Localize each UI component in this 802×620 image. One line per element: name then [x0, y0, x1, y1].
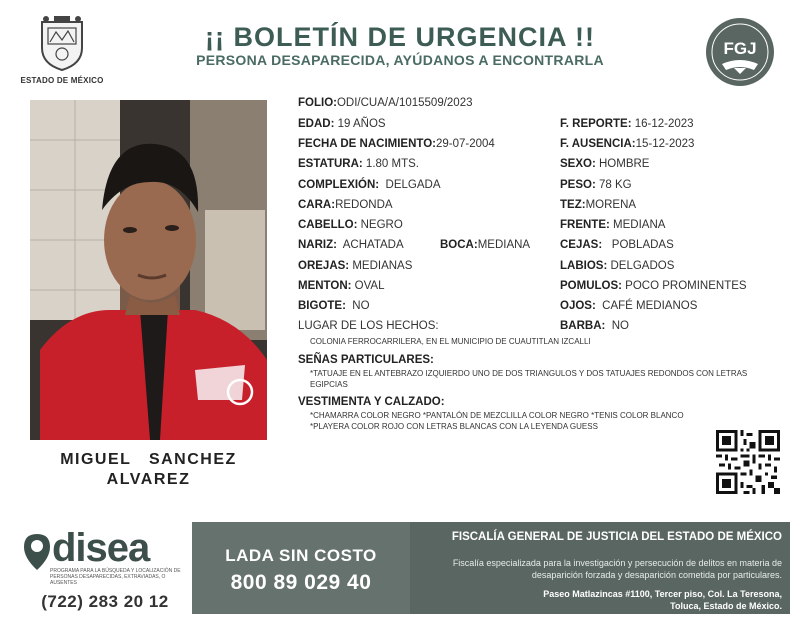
field-cabello: [298, 219, 403, 231]
bigote-value: NO: [345, 300, 370, 312]
menton-label: MENTON:: [298, 280, 352, 292]
lugar-label: LUGAR DE LOS HECHOS:: [298, 320, 439, 332]
fiscalia-name: FISCALÍA GENERAL DE JUSTICIA DEL ESTADO DE MÉXICO: [451, 531, 782, 543]
field-cara: [298, 199, 393, 211]
barba-label: BARBA:: [560, 320, 606, 332]
bigote-label: BIGOTE:: [298, 300, 346, 312]
name-line-2: ALVAREZ: [106, 471, 191, 488]
odisea-pin-icon: [22, 532, 52, 572]
cejas-label: CEJAS:: [560, 239, 603, 251]
peso-label: PESO:: [560, 179, 596, 191]
senas-label: SEÑAS PARTICULARES:: [298, 354, 434, 366]
field-nariz: [298, 239, 404, 251]
nariz-label: NARIZ:: [298, 239, 337, 251]
peso-value: 78 KG: [595, 179, 632, 191]
field-pomulos: [560, 280, 747, 292]
missing-person-name: [30, 450, 267, 490]
field-edad: [298, 118, 386, 130]
field-labios: [560, 260, 674, 272]
field-ojos: [560, 300, 697, 312]
pomulos-value: POCO PROMINENTES: [621, 280, 747, 292]
tez-value: MORENA: [585, 199, 637, 211]
field-reporte: [560, 118, 694, 130]
fiscalia-description: Fiscalía especializada para la investigación y persecución de delitos en materia de desaparición forzada y desaparición cometida por particulares.: [452, 558, 782, 580]
field-barba: [560, 320, 629, 332]
field-tez: [560, 199, 636, 211]
estatura-value: 1.80 MTS.: [362, 158, 419, 170]
bulletin-subtitle: PERSONA DESAPARECIDA, AYÚDANOS A ENCONTRARLA: [196, 52, 604, 68]
nacimiento-label: FECHA DE NACIMIENTO:: [298, 138, 436, 150]
field-bigote: [298, 300, 370, 312]
edad-value: 19 AÑOS: [334, 118, 386, 130]
missing-person-photo: [30, 100, 267, 440]
reporte-label: F. REPORTE:: [560, 118, 632, 130]
ojos-value: CAFÉ MEDIANOS: [595, 300, 698, 312]
fiscalia-address-line-1: Paseo Matlazincas #1100, Tercer piso, Col. La Teresona,: [543, 589, 782, 599]
odisea-phone[interactable]: (722) 283 20 12: [41, 592, 169, 611]
odisea-wordmark: disea: [52, 526, 150, 570]
field-folio: [298, 97, 473, 109]
field-estatura: [298, 158, 419, 170]
cabello-value: NEGRO: [357, 219, 403, 231]
orejas-value: MEDIANAS: [349, 260, 413, 272]
lada-label: LADA SIN COSTO: [225, 546, 377, 565]
fiscalia-address-line-2: Toluca, Estado de México.: [670, 601, 782, 611]
boca-label: BOCA:: [440, 239, 478, 251]
state-label: ESTADO DE MÉXICO: [20, 76, 104, 85]
frente-value: MEDIANA: [609, 219, 666, 231]
odisea-tagline: PROGRAMA PARA LA BÚSQUEDA Y LOCALIZACIÓN DE PERSONAS DESAPARECIDAS, EXTRAVIADAS, O AUSENTES: [50, 568, 181, 586]
ojos-label: OJOS:: [560, 300, 596, 312]
estatura-label: ESTATURA:: [298, 158, 363, 170]
orejas-label: OREJAS:: [298, 260, 350, 272]
reporte-value: 16-12-2023: [631, 118, 694, 130]
lada-box: [192, 522, 410, 614]
nariz-value: ACHATADA: [336, 239, 404, 251]
labios-value: DELGADOS: [607, 260, 675, 272]
cara-value: REDONDA: [335, 199, 393, 211]
frente-label: FRENTE:: [560, 219, 610, 231]
bulletin-title: ¡¡ BOLETÍN DE URGENCIA !!: [205, 22, 595, 52]
cabello-label: CABELLO:: [298, 219, 358, 231]
ausencia-value: 15-12-2023: [635, 138, 695, 150]
estado-de-mexico-crest-icon: [36, 14, 88, 72]
field-boca: [440, 239, 530, 251]
lada-number[interactable]: 800 89 029 40: [230, 571, 372, 594]
ausencia-label: F. AUSENCIA:: [560, 138, 636, 150]
edad-label: EDAD:: [298, 118, 335, 130]
nacimiento-value: 29-07-2004: [436, 138, 495, 150]
sexo-label: SEXO:: [560, 158, 596, 170]
field-orejas: [298, 260, 412, 272]
field-ausencia: [560, 138, 694, 150]
cejas-value: POBLADAS: [602, 239, 674, 251]
field-frente: [560, 219, 665, 231]
vestimenta-label: VESTIMENTA Y CALZADO:: [298, 396, 445, 408]
field-menton: [298, 280, 384, 292]
complexion-label: COMPLEXIÓN:: [298, 179, 380, 191]
fgj-logo-text: FGJ: [723, 39, 757, 58]
fgj-seal-logo: [704, 16, 776, 88]
menton-value: OVAL: [351, 280, 385, 292]
field-sexo: [560, 158, 649, 170]
folio-label: FOLIO:: [298, 97, 337, 109]
barba-value: NO: [605, 320, 629, 332]
field-complexion: [298, 179, 441, 191]
field-peso: [560, 179, 632, 191]
lugar-value: COLONIA FERROCARRILERA, EN EL MUNICIPIO DE CUAUTITLAN IZCALLI: [310, 337, 591, 346]
pomulos-label: POMULOS:: [560, 280, 622, 292]
senas-value: *TATUAJE EN EL ANTEBRAZO IZQUIERDO UNO DE DOS TRIANGULOS Y DOS TATUAJES REDONDOS CON LETRAS EGIPCIAS: [310, 369, 748, 389]
vestimenta-value: *CHAMARRA COLOR NEGRO *PANTALÓN DE MEZCLILLA COLOR NEGRO *TENIS COLOR BLANCO *PLAYERA COLOR ROJO CON LETRAS BLANCAS CON LA LEYENDA GUESS: [310, 411, 684, 431]
qr-code-icon[interactable]: [716, 430, 780, 494]
name-line-1: MIGUEL SANCHEZ: [60, 451, 237, 468]
folio-value: ODI/CUA/A/1015509/2023: [336, 97, 473, 109]
field-nacimiento: [298, 138, 495, 150]
field-cejas: [560, 239, 674, 251]
complexion-value: DELGADA: [379, 179, 441, 191]
labios-label: LABIOS:: [560, 260, 608, 272]
tez-label: TEZ:: [560, 199, 586, 211]
fiscalia-address: [412, 588, 782, 612]
cara-label: CARA:: [298, 199, 336, 211]
boca-value: MEDIANA: [477, 239, 531, 251]
sexo-value: HOMBRE: [595, 158, 650, 170]
